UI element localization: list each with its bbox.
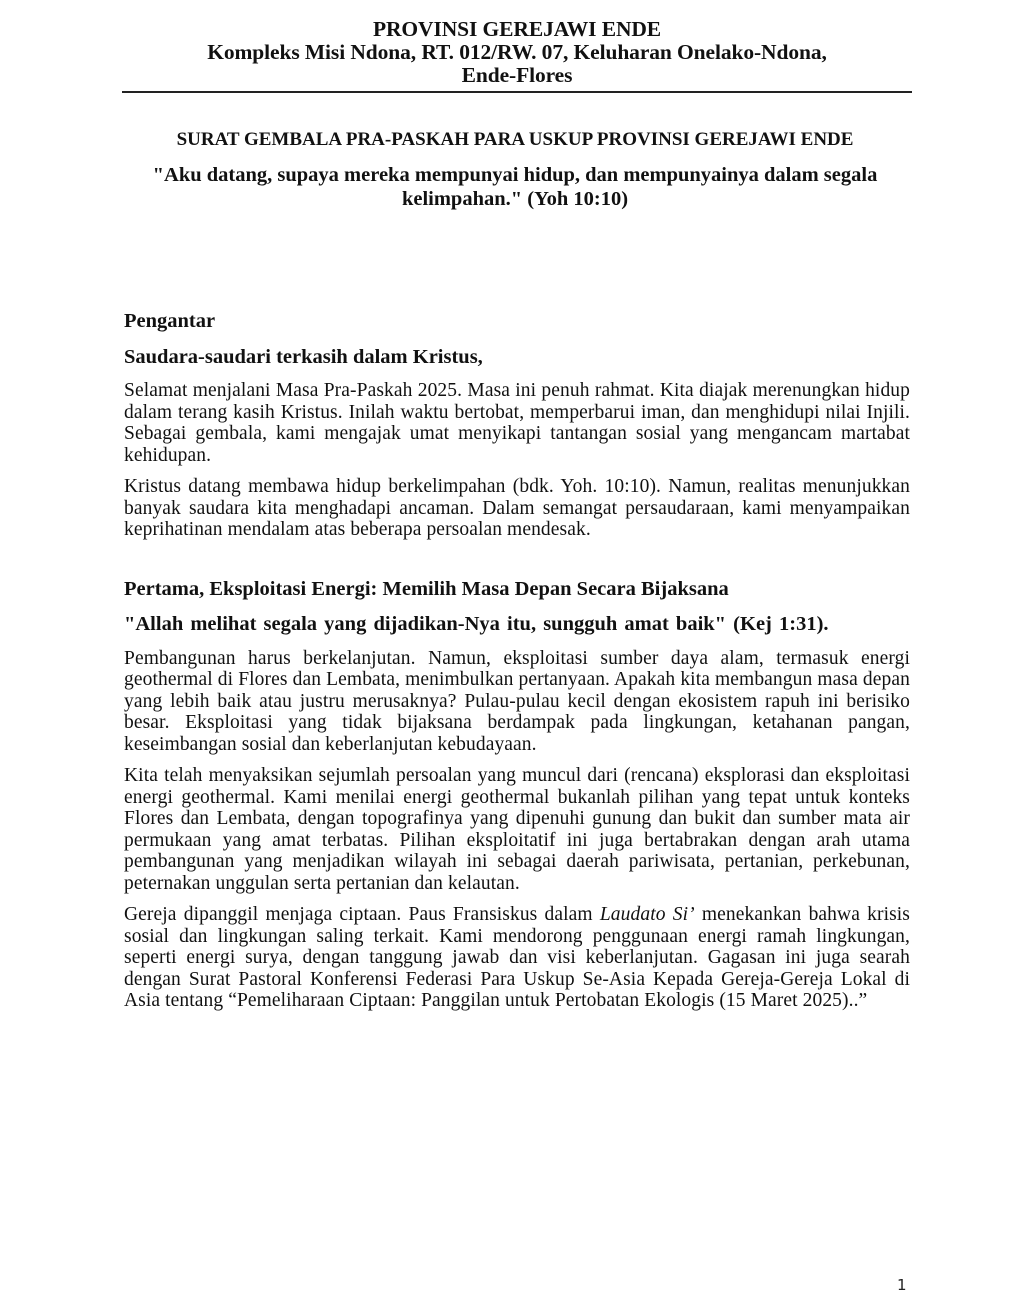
letterhead-organization: PROVINSI GEREJAWI ENDE <box>372 17 662 41</box>
document-title: SURAT GEMBALA PRA-PASKAH PARA USKUP PROVINSI GEREJAWI ENDE <box>176 129 854 150</box>
encyclical-title: Laudato Si’ <box>599 904 695 925</box>
paragraph: Kristus datang membawa hidup berkelimpahan (bdk. Yoh. 10:10). Namun, realitas menunjukkan banyak saudara kita menghadapi ancaman. Dalam semangat persaudaraan, kami menyampaikan keprihatinan mendalam atas beberapa persoalan mendesak. <box>124 476 910 540</box>
paragraph-text: menekankan bahwa krisis sosial dan lingkungan saling terkait. Kami mendorong penggunaan energi ramah lingkungan, seperti energi surya, dengan tanggung jawab dan visi keberlanjutan. Gagasan ini juga searah dengan Surat Pastoral Konferensi Federasi Para Uskup Se-Asia Kepada Gereja-Gereja Lokal di Asia tentang “Pemeliharaan Ciptaan: Panggilan untuk Pertobatan Ekologis (15 Maret 2025)..” <box>124 904 910 1011</box>
document-body <box>124 309 910 1012</box>
scripture-verse: "Allah melihat segala yang dijadikan-Nya itu, sungguh amat baik" (Kej 1:31). <box>124 612 829 635</box>
paragraph: Pembangunan harus berkelanjutan. Namun, eksploitasi sumber daya alam, termasuk energi geothermal di Flores dan Lembata, menimbulkan pertanyaan. Apakah kita membangun masa depan yang lebih baik atau justru merusaknya? Pulau-pulau kecil dengan ekosistem rapuh ini berisiko besar. Eksploitasi yang tidak bijaksana berdampak pada lingkungan, ketahanan pangan, keseimbangan sosial dan keberlanjutan kebudayaan. <box>124 647 910 755</box>
section-heading-intro: Pengantar <box>124 310 216 332</box>
paragraph: Kita telah menyaksikan sejumlah persoalan yang muncul dari (rencana) eksplorasi dan eksploitasi energi geothermal. Kami menilai energi geothermal bukanlah pilihan yang tepat untuk konteks Flores dan Lembata, dengan topografinya yang dipenuhi gunung dan bukit dan sumber mata air permukaan yang amat terbatas. Pilihan eksploitatif ini juga bertabrakan dengan arah utama pembangunan yang menjadikan wilayah ini sebagai daerah pariwisata, pertanian, perkebunan, peternakan unggulan serta pertanian dan kelautan. <box>124 765 910 894</box>
letterhead-divider <box>122 91 912 93</box>
letterhead-city: Ende-Flores <box>461 63 573 87</box>
letterhead-address: Kompleks Misi Ndona, RT. 012/RW. 07, Keluharan Onelako-Ndona, <box>207 40 827 64</box>
paragraph-text: Gereja dipanggil menjaga ciptaan. Paus Fransiskus dalam <box>124 904 600 925</box>
section-heading-first: Pertama, Eksploitasi Energi: Memilih Masa Depan Secara Bijaksana <box>124 577 729 600</box>
section-spacer <box>124 541 910 577</box>
paragraph <box>124 904 910 1012</box>
salutation: Saudara-saudari terkasih dalam Kristus, <box>124 346 483 368</box>
title-block <box>130 128 900 211</box>
page-number: 1 <box>897 1276 907 1294</box>
letterhead <box>122 18 912 87</box>
document-motto: "Aku datang, supaya mereka mempunyai hidup, dan mempunyainya dalam segala kelimpahan." (Yoh 10:10) <box>152 164 878 210</box>
paragraph: Selamat menjalani Masa Pra-Paskah 2025. Masa ini penuh rahmat. Kita diajak merenungkan hidup dalam terang kasih Kristus. Inilah waktu bertobat, memperbarui iman, dan menghidupi nilai Injili. Sebagai gembala, kami mengajak umat menyikapi tantangan sosial yang mengancam martabat kehidupan. <box>124 380 910 466</box>
